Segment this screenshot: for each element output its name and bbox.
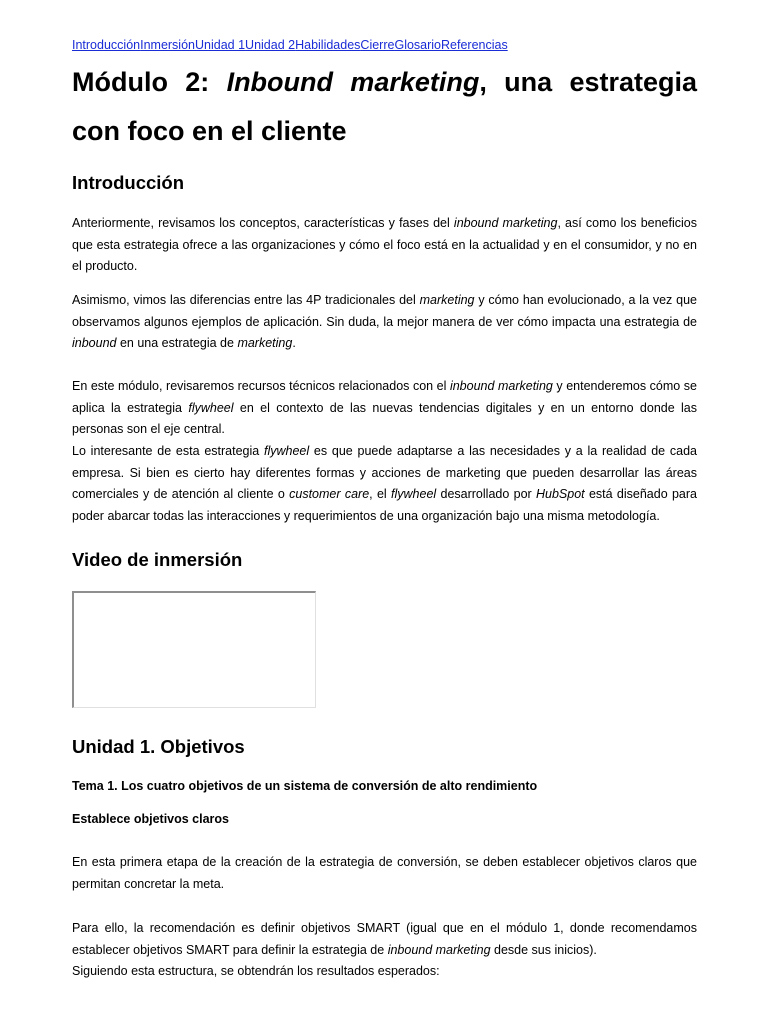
italic-term: inbound marketing — [387, 942, 491, 957]
nav-link-introduccion[interactable]: Introducción — [72, 38, 141, 52]
italic-term: HubSpot — [536, 487, 585, 501]
video-player[interactable] — [72, 591, 316, 708]
title-italic: Inbound marketing — [226, 67, 480, 97]
italic-term: flywheel — [188, 400, 234, 415]
italic-term: flywheel — [391, 487, 437, 501]
page-title — [72, 58, 697, 156]
unit1-paragraph-3: Siguiendo esta estructura, se obtendrán los resultados esperados: — [72, 964, 440, 978]
intro-paragraph-2: Asimismo, vimos las diferencias entre las 4P tradicionales del marketing y cómo han evolucionado, a la vez que observamos algunos ejemplos de aplicación. Sin duda, la mejor manera de ver cómo impacta una estrategia de inbound en una estrategia de marketing. — [72, 293, 697, 350]
nav-link-glosario[interactable]: Glosario — [394, 38, 442, 52]
unit1-paragraph-2: Para ello, la recomendación es definir objetivos SMART (igual que en el módulo 1, donde recomendamos establecer objetivos SMART para definir la estrategia de inbound marketing desde sus inicios). — [72, 921, 697, 957]
nav-link-habilidades[interactable]: Habilidades — [295, 38, 361, 52]
title-prefix: Módulo 2: — [72, 67, 227, 97]
italic-term: inbound marketing — [453, 216, 558, 230]
tema-heading: Tema 1. Los cuatro objetivos de un sistema de conversión de alto rendimiento — [72, 779, 538, 793]
italic-term: inbound marketing — [449, 379, 553, 393]
objectives-subheading: Establece objetivos claros — [72, 812, 230, 826]
italic-term: inbound — [72, 336, 117, 350]
nav-link-unidad-2[interactable]: Unidad 2 — [245, 38, 296, 52]
nav-link-referencias[interactable]: Referencias — [441, 38, 508, 52]
intro-paragraph-3: En este módulo, revisaremos recursos técnicos relacionados con el inbound marketing y entenderemos cómo se aplica la estrategia flywheel en el contexto de las nuevas tendencias digitales y en un entorno donde las personas son el eje central. — [72, 379, 698, 436]
nav-link-cierre[interactable]: Cierre — [360, 38, 395, 52]
title-suffix: , una estrategia con foco en el cliente — [72, 67, 698, 146]
unit1-heading: Unidad 1. Objetivos — [72, 736, 245, 757]
italic-term: customer care — [289, 487, 370, 501]
intro-paragraph-1: Anteriormente, revisamos los conceptos, características y fases del inbound marketing, así como los beneficios que esta estrategia ofrece a las organizaciones y cómo el foco está en la actualidad y en el consumidor, y no en el producto. — [72, 216, 697, 273]
intro-heading: Introducción — [72, 172, 185, 193]
intro-paragraph-4: Lo interesante de esta estrategia flywheel es que puede adaptarse a las necesidades y a la realidad de cada empresa. Si bien es cierto hay diferentes formas y acciones de marketing que pueden desarrollar las áreas comerciales y de atención al cliente o customer care, el flywheel desarrollado por HubSpot está diseñado para poder abarcar todas las interacciones y requerimientos de una organización bajo una misma metodología. — [72, 444, 697, 523]
italic-term: flywheel — [263, 444, 310, 458]
video-heading: Video de inmersión — [72, 549, 243, 570]
nav-link-unidad-1[interactable]: Unidad 1 — [195, 38, 246, 52]
italic-term: marketing — [237, 336, 293, 350]
italic-term: marketing — [419, 293, 475, 307]
unit1-paragraph-1: En esta primera etapa de la creación de la estrategia de conversión, se deben establecer objetivos claros que permitan concretar la meta. — [72, 855, 697, 891]
nav-link-inmersion[interactable]: Inmersión — [140, 38, 195, 52]
section-nav — [72, 38, 508, 52]
